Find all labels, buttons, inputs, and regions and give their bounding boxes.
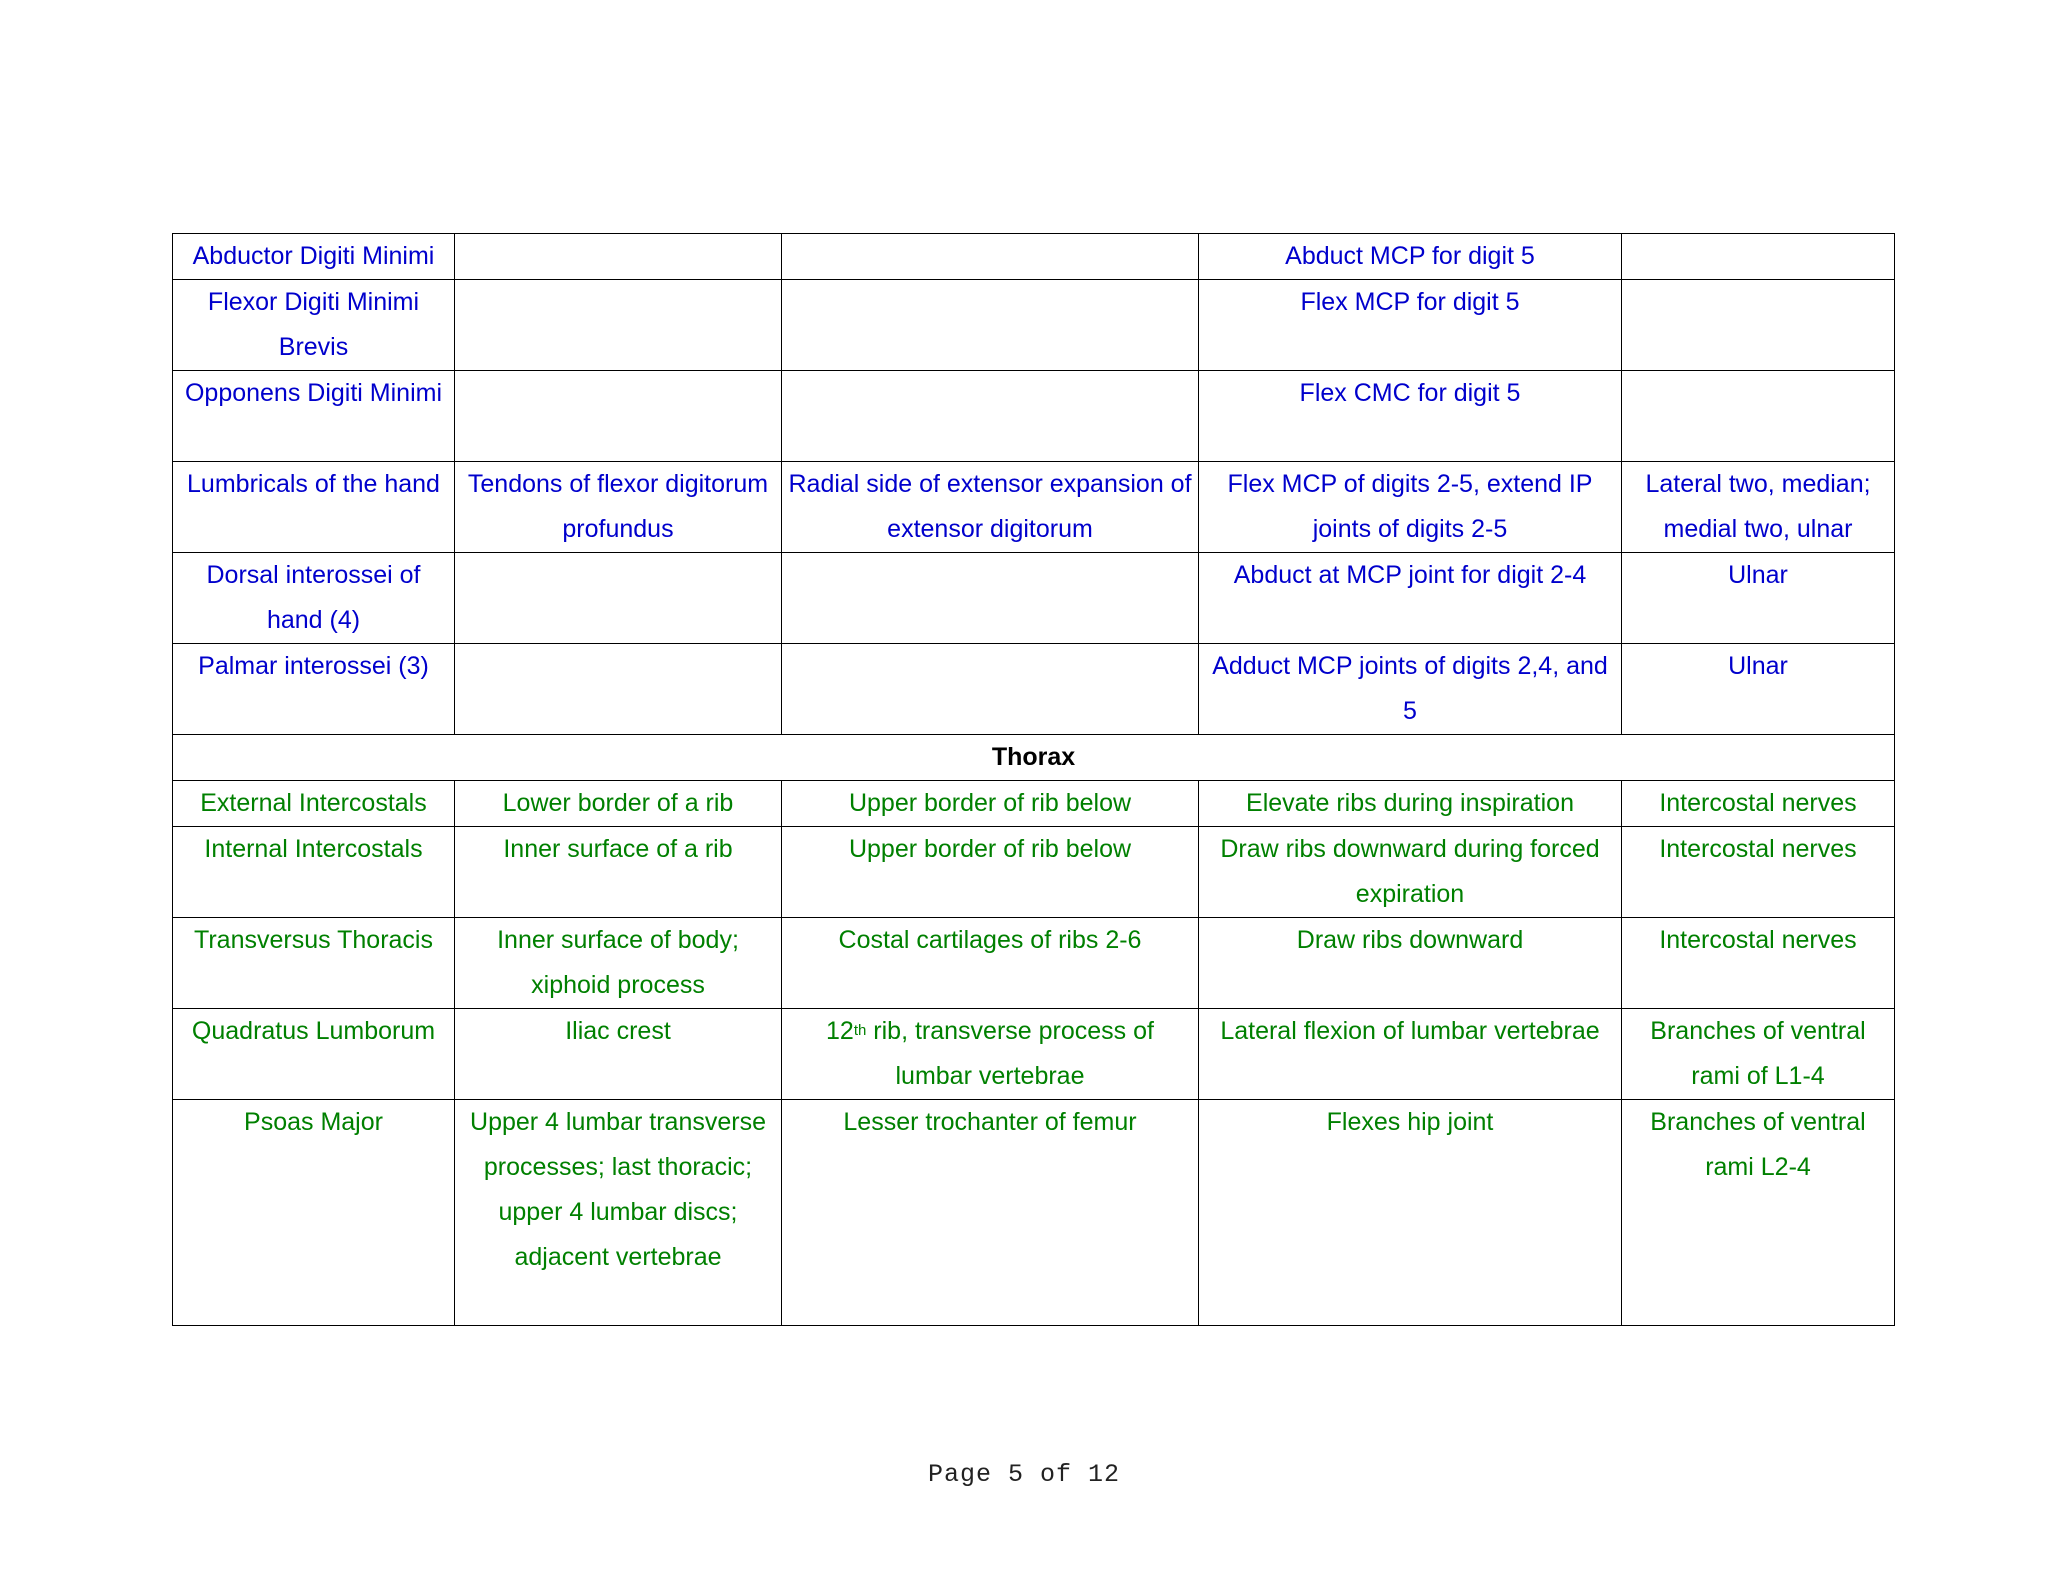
muscle-name-cell: Psoas Major <box>173 1100 455 1326</box>
table-row <box>173 234 1895 280</box>
action-cell: Lateral flexion of lumbar vertebrae <box>1199 1009 1622 1100</box>
muscle-name-cell: Abductor Digiti Minimi <box>173 234 455 280</box>
muscle-name-cell: Palmar interossei (3) <box>173 644 455 735</box>
action-cell: Abduct MCP for digit 5 <box>1199 234 1622 280</box>
table-row <box>173 1009 1895 1100</box>
nerve-cell: Ulnar <box>1622 553 1895 644</box>
page-number: Page 5 of 12 <box>927 1460 1121 1489</box>
table-row <box>173 553 1895 644</box>
origin-cell: Inner surface of a rib <box>455 827 782 918</box>
action-cell: Flex MCP for digit 5 <box>1199 280 1622 371</box>
muscle-table <box>172 233 1895 1326</box>
nerve-cell: Lateral two, median; medial two, ulnar <box>1622 462 1895 553</box>
table-row <box>173 781 1895 827</box>
table-row <box>173 280 1895 371</box>
insertion-cell <box>782 1009 1199 1100</box>
table-row <box>173 827 1895 918</box>
insertion-cell <box>782 644 1199 735</box>
origin-cell: Upper 4 lumbar transverse processes; last thoracic; upper 4 lumbar discs; adjacent vertebrae <box>455 1100 782 1326</box>
table-row <box>173 1100 1895 1326</box>
muscle-name-cell: Transversus Thoracis <box>173 918 455 1009</box>
insertion-number: 12 <box>826 1017 854 1045</box>
muscle-name-cell: Lumbricals of the hand <box>173 462 455 553</box>
nerve-cell <box>1622 234 1895 280</box>
origin-cell <box>455 644 782 735</box>
section-header-row <box>173 735 1895 781</box>
origin-cell <box>455 371 782 462</box>
table-row <box>173 644 1895 735</box>
insertion-cell: Upper border of rib below <box>782 827 1199 918</box>
nerve-cell: Branches of ventral rami of L1-4 <box>1622 1009 1895 1100</box>
muscle-name-cell: Dorsal interossei of hand (4) <box>173 553 455 644</box>
action-cell: Draw ribs downward during forced expiration <box>1199 827 1622 918</box>
nerve-cell: Intercostal nerves <box>1622 827 1895 918</box>
origin-cell: Tendons of flexor digitorum profundus <box>455 462 782 553</box>
muscle-name-cell: Opponens Digiti Minimi <box>173 371 455 462</box>
table-row <box>173 462 1895 553</box>
origin-cell: Lower border of a rib <box>455 781 782 827</box>
muscle-name-cell: Quadratus Lumborum <box>173 1009 455 1100</box>
muscle-name-cell: External Intercostals <box>173 781 455 827</box>
nerve-cell <box>1622 371 1895 462</box>
insertion-rest: rib, transverse process of lumbar vertebrae <box>866 1017 1154 1090</box>
nerve-cell: Intercostal nerves <box>1622 918 1895 1009</box>
action-cell: Elevate ribs during inspiration <box>1199 781 1622 827</box>
insertion-cell: Radial side of extensor expansion of extensor digitorum <box>782 462 1199 553</box>
nerve-cell: Branches of ventral rami L2-4 <box>1622 1100 1895 1326</box>
insertion-cell: Lesser trochanter of femur <box>782 1100 1199 1326</box>
insertion-cell <box>782 553 1199 644</box>
action-cell: Flex CMC for digit 5 <box>1199 371 1622 462</box>
origin-cell: Inner surface of body; xiphoid process <box>455 918 782 1009</box>
nerve-cell: Intercostal nerves <box>1622 781 1895 827</box>
origin-cell <box>455 553 782 644</box>
table-row <box>173 918 1895 1009</box>
muscle-name-cell: Flexor Digiti Minimi Brevis <box>173 280 455 371</box>
ordinal-superscript: th <box>853 1022 867 1039</box>
action-cell: Adduct MCP joints of digits 2,4, and 5 <box>1199 644 1622 735</box>
nerve-cell <box>1622 280 1895 371</box>
table-row <box>173 371 1895 462</box>
origin-cell: Iliac crest <box>455 1009 782 1100</box>
insertion-cell: Upper border of rib below <box>782 781 1199 827</box>
insertion-cell <box>782 280 1199 371</box>
origin-cell <box>455 280 782 371</box>
action-cell: Abduct at MCP joint for digit 2-4 <box>1199 553 1622 644</box>
action-cell: Flexes hip joint <box>1199 1100 1622 1326</box>
action-cell: Draw ribs downward <box>1199 918 1622 1009</box>
insertion-cell <box>782 234 1199 280</box>
insertion-cell <box>782 371 1199 462</box>
origin-cell <box>455 234 782 280</box>
section-title-thorax: Thorax <box>173 735 1895 781</box>
muscle-name-cell: Internal Intercostals <box>173 827 455 918</box>
insertion-cell: Costal cartilages of ribs 2-6 <box>782 918 1199 1009</box>
nerve-cell: Ulnar <box>1622 644 1895 735</box>
action-cell: Flex MCP of digits 2-5, extend IP joints of digits 2-5 <box>1199 462 1622 553</box>
